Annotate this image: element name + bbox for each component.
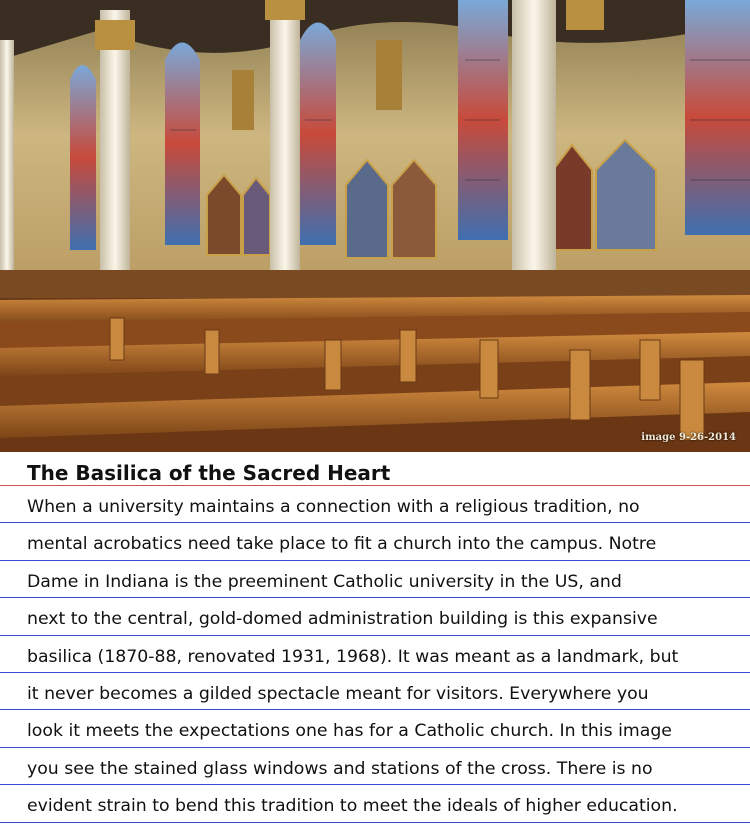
text-line-content: it never becomes a gilded spectacle meant for visitors. Everywhere you: [27, 683, 649, 704]
text-line-content: mental acrobatics need take place to fit a church into the campus. Notre: [27, 534, 657, 555]
text-line-content: basilica (1870-88, renovated 1931, 1968). It was meant as a landmark, but: [27, 646, 679, 667]
text-line-content: you see the stained glass windows and stations of the cross. There is no: [27, 758, 653, 779]
pews: [0, 295, 750, 452]
text-line-content: look it meets the expectations one has for a Catholic church. In this image: [27, 721, 672, 742]
text-line: [0, 523, 750, 560]
article-body: [0, 486, 750, 823]
text-line: [0, 561, 750, 598]
text-line: [0, 785, 750, 822]
text-line-content: evident strain to bend this tradition to meet the ideals of higher education.: [27, 796, 678, 817]
text-line: [0, 748, 750, 785]
article-title: The Basilica of the Sacred Heart: [27, 461, 391, 485]
text-line-content: When a university maintains a connection with a religious tradition, no: [27, 497, 640, 517]
text-line-content: next to the central, gold-domed administration building is this expansive: [27, 609, 658, 630]
image-date-caption: image 9-26-2014: [641, 432, 736, 443]
text-line: [0, 486, 750, 523]
text-line-content: Dame in Indiana is the preeminent Catholic university in the US, and: [27, 571, 622, 592]
text-line: [0, 636, 750, 673]
text-line: [0, 673, 750, 710]
text-line: [0, 710, 750, 747]
text-line: [0, 598, 750, 635]
